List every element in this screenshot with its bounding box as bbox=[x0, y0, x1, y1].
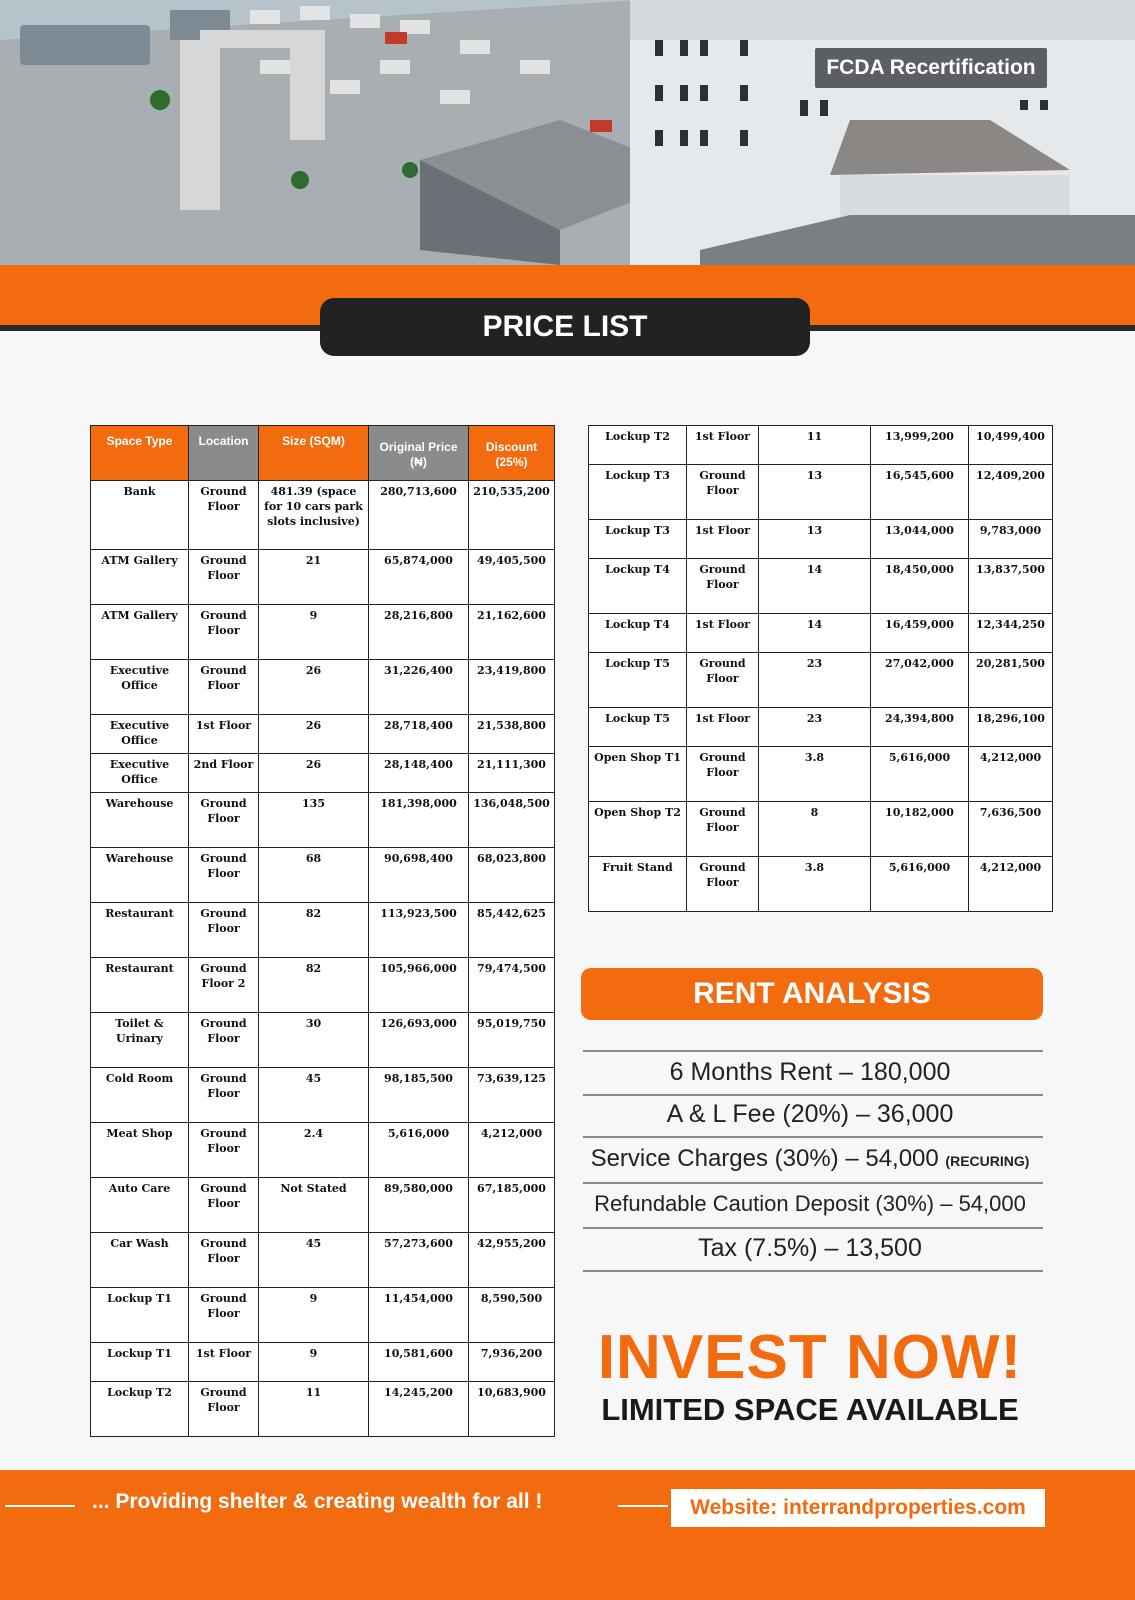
size-cell: 8 bbox=[759, 802, 871, 857]
space-type-cell: Open Shop T1 bbox=[589, 747, 687, 802]
original-price-cell: 5,616,000 bbox=[871, 747, 969, 802]
space-type-cell: Bank bbox=[91, 481, 189, 550]
space-type-cell: Auto Care bbox=[91, 1178, 189, 1233]
space-type-cell: Toilet & Urinary bbox=[91, 1013, 189, 1068]
size-cell: 11 bbox=[259, 1382, 369, 1437]
size-cell: 45 bbox=[259, 1068, 369, 1123]
location-cell: Ground Floor bbox=[687, 653, 759, 708]
header-discount: Discount (25%) bbox=[469, 426, 555, 481]
location-cell: Ground Floor bbox=[189, 1382, 259, 1437]
space-type-cell: Meat Shop bbox=[91, 1123, 189, 1178]
original-price-cell: 13,999,200 bbox=[871, 426, 969, 465]
location-cell: Ground Floor bbox=[189, 903, 259, 958]
space-type-cell: Lockup T3 bbox=[589, 520, 687, 559]
footer-tagline: ... Providing shelter & creating wealth for all ! bbox=[92, 1490, 543, 1513]
original-price-cell: 280,713,600 bbox=[369, 481, 469, 550]
location-cell: Ground Floor bbox=[189, 1013, 259, 1068]
space-type-cell: Restaurant bbox=[91, 903, 189, 958]
rent-divider bbox=[583, 1050, 1043, 1052]
original-price-cell: 90,698,400 bbox=[369, 848, 469, 903]
location-cell: Ground Floor bbox=[189, 1123, 259, 1178]
size-cell: Not Stated bbox=[259, 1178, 369, 1233]
size-cell: 9 bbox=[259, 605, 369, 660]
table-row bbox=[91, 715, 555, 754]
discount-cell: 21,111,300 bbox=[469, 754, 555, 793]
original-price-cell: 5,616,000 bbox=[369, 1123, 469, 1178]
table-row bbox=[91, 793, 555, 848]
price-table-right-body bbox=[589, 426, 1053, 912]
footer-line-left bbox=[5, 1505, 75, 1507]
discount-cell: 10,683,900 bbox=[469, 1382, 555, 1437]
discount-cell: 67,185,000 bbox=[469, 1178, 555, 1233]
discount-cell: 10,499,400 bbox=[969, 426, 1053, 465]
location-cell: 1st Floor bbox=[189, 1343, 259, 1382]
original-price-cell: 105,966,000 bbox=[369, 958, 469, 1013]
size-cell: 2.4 bbox=[259, 1123, 369, 1178]
discount-cell: 21,538,800 bbox=[469, 715, 555, 754]
original-price-cell: 16,545,600 bbox=[871, 465, 969, 520]
location-cell: Ground Floor bbox=[687, 465, 759, 520]
rent-divider bbox=[583, 1227, 1043, 1229]
table-row bbox=[589, 802, 1053, 857]
size-cell: 14 bbox=[759, 559, 871, 614]
discount-cell: 18,296,100 bbox=[969, 708, 1053, 747]
discount-cell: 20,281,500 bbox=[969, 653, 1053, 708]
rent-divider bbox=[583, 1136, 1043, 1138]
location-cell: Ground Floor bbox=[687, 559, 759, 614]
original-price-cell: 10,182,000 bbox=[871, 802, 969, 857]
original-price-cell: 11,454,000 bbox=[369, 1288, 469, 1343]
discount-cell: 42,955,200 bbox=[469, 1233, 555, 1288]
size-cell: 3.8 bbox=[759, 747, 871, 802]
location-cell: Ground Floor bbox=[189, 848, 259, 903]
building-render-illustration bbox=[0, 0, 1135, 265]
table-row bbox=[589, 857, 1053, 912]
location-cell: Ground Floor bbox=[189, 481, 259, 550]
rent-divider bbox=[583, 1270, 1043, 1272]
discount-cell: 9,783,000 bbox=[969, 520, 1053, 559]
space-type-cell: Executive Office bbox=[91, 754, 189, 793]
invest-now-headline: INVEST NOW! bbox=[597, 1323, 1023, 1392]
size-cell: 13 bbox=[759, 520, 871, 559]
discount-cell: 95,019,750 bbox=[469, 1013, 555, 1068]
original-price-cell: 5,616,000 bbox=[871, 857, 969, 912]
space-type-cell: Lockup T5 bbox=[589, 708, 687, 747]
location-cell: 1st Floor bbox=[687, 614, 759, 653]
space-type-cell: Car Wash bbox=[91, 1233, 189, 1288]
rent-divider bbox=[583, 1094, 1043, 1096]
table-row bbox=[91, 958, 555, 1013]
rent-tax: Tax (7.5%) – 13,500 bbox=[698, 1234, 922, 1262]
table-row bbox=[589, 653, 1053, 708]
original-price-cell: 24,394,800 bbox=[871, 708, 969, 747]
space-type-cell: ATM Gallery bbox=[91, 550, 189, 605]
location-cell: Ground Floor bbox=[189, 550, 259, 605]
table-row bbox=[91, 481, 555, 550]
location-cell: 1st Floor bbox=[687, 708, 759, 747]
location-cell: 1st Floor bbox=[687, 426, 759, 465]
size-cell: 26 bbox=[259, 754, 369, 793]
hero-render-image bbox=[0, 0, 1135, 265]
table-row bbox=[589, 747, 1053, 802]
size-cell: 135 bbox=[259, 793, 369, 848]
location-cell: Ground Floor bbox=[687, 857, 759, 912]
rent-al-fee: A & L Fee (20%) – 36,000 bbox=[666, 1100, 954, 1128]
table-row bbox=[91, 848, 555, 903]
discount-cell: 7,636,500 bbox=[969, 802, 1053, 857]
discount-cell: 12,344,250 bbox=[969, 614, 1053, 653]
table-row bbox=[91, 903, 555, 958]
space-type-cell: Lockup T1 bbox=[91, 1288, 189, 1343]
discount-cell: 7,936,200 bbox=[469, 1343, 555, 1382]
discount-cell: 85,442,625 bbox=[469, 903, 555, 958]
space-type-cell: Lockup T1 bbox=[91, 1343, 189, 1382]
discount-cell: 4,212,000 bbox=[969, 857, 1053, 912]
location-cell: 1st Floor bbox=[189, 715, 259, 754]
discount-cell: 136,048,500 bbox=[469, 793, 555, 848]
space-type-cell: Cold Room bbox=[91, 1068, 189, 1123]
table-row bbox=[91, 1178, 555, 1233]
table-row bbox=[91, 1233, 555, 1288]
original-price-cell: 126,693,000 bbox=[369, 1013, 469, 1068]
limited-space-subheadline: LIMITED SPACE AVAILABLE bbox=[601, 1392, 1019, 1427]
size-cell: 13 bbox=[759, 465, 871, 520]
original-price-cell: 14,245,200 bbox=[369, 1382, 469, 1437]
header-original-price: Original Price (₦) bbox=[369, 426, 469, 481]
table-row bbox=[91, 1068, 555, 1123]
table-row bbox=[91, 754, 555, 793]
website-link[interactable]: Website: interrandproperties.com bbox=[671, 1489, 1045, 1527]
size-cell: 82 bbox=[259, 903, 369, 958]
original-price-cell: 65,874,000 bbox=[369, 550, 469, 605]
location-cell: Ground Floor bbox=[189, 605, 259, 660]
original-price-cell: 13,044,000 bbox=[871, 520, 969, 559]
price-table-left bbox=[90, 425, 555, 1437]
location-cell: 2nd Floor bbox=[189, 754, 259, 793]
table-row bbox=[589, 614, 1053, 653]
rent-service-note: (RECURING) bbox=[945, 1153, 1030, 1169]
space-type-cell: Warehouse bbox=[91, 848, 189, 903]
space-type-cell: Lockup T4 bbox=[589, 559, 687, 614]
fcda-recertification-badge: FCDA Recertification bbox=[815, 48, 1047, 88]
size-cell: 26 bbox=[259, 660, 369, 715]
location-cell: Ground Floor bbox=[687, 802, 759, 857]
space-type-cell: Warehouse bbox=[91, 793, 189, 848]
rent-six-months: 6 Months Rent – 180,000 bbox=[669, 1058, 951, 1086]
size-cell: 23 bbox=[759, 653, 871, 708]
price-table-right bbox=[588, 425, 1053, 912]
discount-cell: 4,212,000 bbox=[969, 747, 1053, 802]
original-price-cell: 18,450,000 bbox=[871, 559, 969, 614]
price-list-title: PRICE LIST bbox=[320, 298, 810, 356]
original-price-cell: 28,718,400 bbox=[369, 715, 469, 754]
table-row bbox=[91, 550, 555, 605]
table-row bbox=[91, 1288, 555, 1343]
size-cell: 3.8 bbox=[759, 857, 871, 912]
size-cell: 14 bbox=[759, 614, 871, 653]
discount-cell: 23,419,800 bbox=[469, 660, 555, 715]
original-price-cell: 27,042,000 bbox=[871, 653, 969, 708]
original-price-cell: 113,923,500 bbox=[369, 903, 469, 958]
location-cell: Ground Floor bbox=[189, 1178, 259, 1233]
location-cell: Ground Floor bbox=[189, 1068, 259, 1123]
table-row bbox=[589, 520, 1053, 559]
discount-cell: 49,405,500 bbox=[469, 550, 555, 605]
size-cell: 30 bbox=[259, 1013, 369, 1068]
space-type-cell: Lockup T3 bbox=[589, 465, 687, 520]
table-row bbox=[91, 1123, 555, 1178]
table-row bbox=[91, 1013, 555, 1068]
size-cell: 68 bbox=[259, 848, 369, 903]
table-row bbox=[589, 559, 1053, 614]
rent-service-charges bbox=[560, 1145, 1060, 1173]
location-cell: Ground Floor bbox=[189, 1233, 259, 1288]
space-type-cell: Executive Office bbox=[91, 715, 189, 754]
discount-cell: 12,409,200 bbox=[969, 465, 1053, 520]
original-price-cell: 28,216,800 bbox=[369, 605, 469, 660]
original-price-cell: 57,273,600 bbox=[369, 1233, 469, 1288]
size-cell: 21 bbox=[259, 550, 369, 605]
header-location: Location bbox=[189, 426, 259, 481]
header-size: Size (SQM) bbox=[259, 426, 369, 481]
header-space-type: Space Type bbox=[91, 426, 189, 481]
size-cell: 45 bbox=[259, 1233, 369, 1288]
table-row bbox=[589, 465, 1053, 520]
size-cell: 11 bbox=[759, 426, 871, 465]
footer-line-mid bbox=[618, 1505, 668, 1507]
location-cell: Ground Floor bbox=[189, 660, 259, 715]
original-price-cell: 98,185,500 bbox=[369, 1068, 469, 1123]
space-type-cell: Lockup T4 bbox=[589, 614, 687, 653]
space-type-cell: Executive Office bbox=[91, 660, 189, 715]
table-row bbox=[589, 708, 1053, 747]
space-type-cell: ATM Gallery bbox=[91, 605, 189, 660]
table-row bbox=[91, 605, 555, 660]
space-type-cell: Open Shop T2 bbox=[589, 802, 687, 857]
rent-service-text: Service Charges (30%) – 54,000 bbox=[590, 1145, 939, 1172]
size-cell: 9 bbox=[259, 1343, 369, 1382]
discount-cell: 68,023,800 bbox=[469, 848, 555, 903]
space-type-cell: Restaurant bbox=[91, 958, 189, 1013]
discount-cell: 13,837,500 bbox=[969, 559, 1053, 614]
size-cell: 82 bbox=[259, 958, 369, 1013]
original-price-cell: 31,226,400 bbox=[369, 660, 469, 715]
rent-caution-deposit: Refundable Caution Deposit (30%) – 54,000 bbox=[594, 1191, 1026, 1216]
location-cell: Ground Floor bbox=[687, 747, 759, 802]
original-price-cell: 181,398,000 bbox=[369, 793, 469, 848]
location-cell: Ground Floor bbox=[189, 1288, 259, 1343]
original-price-cell: 28,148,400 bbox=[369, 754, 469, 793]
original-price-cell: 16,459,000 bbox=[871, 614, 969, 653]
location-cell: Ground Floor bbox=[189, 793, 259, 848]
discount-cell: 73,639,125 bbox=[469, 1068, 555, 1123]
space-type-cell: Fruit Stand bbox=[589, 857, 687, 912]
discount-cell: 210,535,200 bbox=[469, 481, 555, 550]
discount-cell: 79,474,500 bbox=[469, 958, 555, 1013]
rent-analysis-title: RENT ANALYSIS bbox=[581, 968, 1043, 1020]
original-price-cell: 10,581,600 bbox=[369, 1343, 469, 1382]
discount-cell: 8,590,500 bbox=[469, 1288, 555, 1343]
discount-cell: 4,212,000 bbox=[469, 1123, 555, 1178]
original-price-cell: 89,580,000 bbox=[369, 1178, 469, 1233]
location-cell: 1st Floor bbox=[687, 520, 759, 559]
location-cell: Ground Floor 2 bbox=[189, 958, 259, 1013]
discount-cell: 21,162,600 bbox=[469, 605, 555, 660]
size-cell: 26 bbox=[259, 715, 369, 754]
space-type-cell: Lockup T2 bbox=[91, 1382, 189, 1437]
size-cell: 23 bbox=[759, 708, 871, 747]
price-table-left-body bbox=[91, 481, 555, 1437]
size-cell: 9 bbox=[259, 1288, 369, 1343]
space-type-cell: Lockup T2 bbox=[589, 426, 687, 465]
table-row bbox=[91, 1382, 555, 1437]
table-row bbox=[91, 660, 555, 715]
rent-divider bbox=[583, 1182, 1043, 1184]
size-cell: 481.39 (space for 10 cars park slots inclusive) bbox=[259, 481, 369, 550]
table-row bbox=[91, 1343, 555, 1382]
space-type-cell: Lockup T5 bbox=[589, 653, 687, 708]
table-row bbox=[589, 426, 1053, 465]
